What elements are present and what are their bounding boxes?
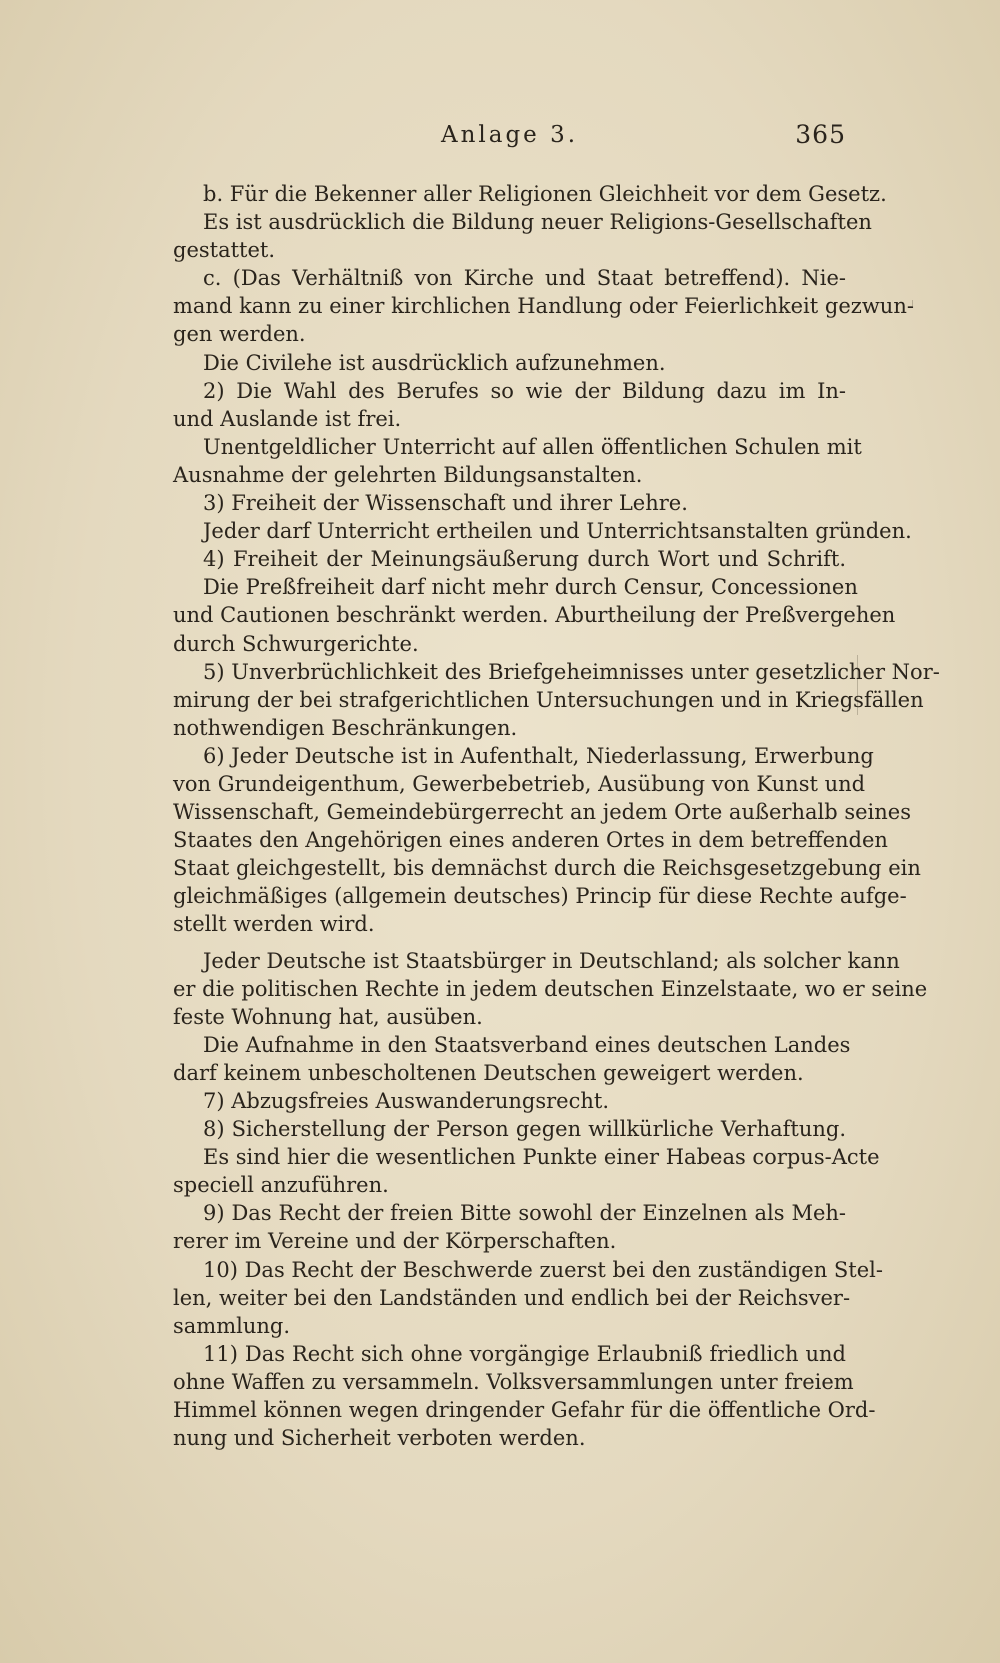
text-line: 10) Das Recht der Beschwerde zuerst bei den zuständigen Stel-	[203, 1257, 883, 1282]
text-line: Wissenschaft, Gemeindebürgerrecht an jedem Orte außerhalb seines	[173, 800, 912, 825]
text-line: 3) Freiheit der Wissenschaft und ihrer Lehre.	[203, 491, 688, 516]
page-scuff-mark	[857, 655, 858, 715]
text-line: c. (Das Verhältniß von Kirche und Staat betreffend). Nie-	[203, 266, 846, 291]
text-line: und Cautionen beschränkt werden. Aburtheilung der Preßvergehen	[173, 603, 896, 628]
text-line: Die Civilehe ist ausdrücklich aufzunehmen.	[203, 350, 666, 375]
text-line: 7) Abzugsfreies Auswanderungsrecht.	[203, 1089, 610, 1113]
text-line: 9) Das Recht der freien Bitte sowohl der Einzelnen als Meh-	[203, 1201, 846, 1226]
text-line: er die politischen Rechte in jedem deutschen Einzelstaate, wo er seine	[173, 976, 928, 1001]
text-line: b. Für die Bekenner aller Religionen Gleichheit vor dem Gesetz.	[203, 182, 887, 206]
text-line: Staates den Angehörigen eines anderen Ortes in dem betreffenden	[173, 828, 888, 853]
text-line: Unentgeldlicher Unterricht auf allen öffentlichen Schulen mit	[203, 434, 862, 459]
text-line: Himmel können wegen dringender Gefahr für die öffentliche Ord-	[173, 1398, 876, 1423]
body-text	[173, 180, 940, 1452]
text-line: gleichmäßiges (allgemein deutsches) Princip für diese Rechte aufge-	[173, 884, 907, 909]
text-line: Es sind hier die wesentlichen Punkte einer Habeas corpus-Acte	[203, 1145, 880, 1170]
text-line: Jeder Deutsche ist Staatsbürger in Deutschland; als solcher kann	[203, 948, 900, 973]
text-line: len, weiter bei den Landständen und endlich bei der Reichsver-	[173, 1285, 851, 1310]
text-line: 6) Jeder Deutsche ist in Aufenthalt, Niederlassung, Erwerbung	[203, 743, 874, 768]
text-line: Staat gleichgestellt, bis demnächst durch die Reichsgesetzgebung ein	[173, 856, 921, 881]
text-line: 11) Das Recht sich ohne vorgängige Erlaubniß friedlich und	[203, 1341, 846, 1366]
text-line: 5) Unverbrüchlichkeit des Briefgeheimnisses unter gesetzlicher Nor-	[203, 659, 940, 684]
text-line: darf keinem unbescholtenen Deutschen geweigert werden.	[173, 1060, 804, 1085]
text-line: rerer im Vereine und der Körperschaften.	[173, 1229, 617, 1254]
text-line: 2) Die Wahl des Berufes so wie der Bildung dazu im In-	[203, 378, 846, 403]
text-line: mand kann zu einer kirchlichen Handlung oder Feierlichkeit gezwun-	[173, 294, 914, 319]
text-line: gestattet.	[173, 238, 276, 263]
text-line: Die Preßfreiheit darf nicht mehr durch Censur, Concessionen	[203, 575, 858, 600]
text-line: Jeder darf Unterricht ertheilen und Unterrichtsanstalten gründen.	[203, 519, 912, 544]
text-line: sammlung.	[173, 1313, 291, 1338]
text-line: und Auslande ist frei.	[173, 406, 402, 431]
page-number: 365	[795, 120, 846, 149]
text-line: speciell anzuführen.	[173, 1173, 389, 1198]
text-line: feste Wohnung hat, ausüben.	[173, 1004, 483, 1029]
text-line: nung und Sicherheit verboten werden.	[173, 1426, 586, 1451]
page-scuff-mark	[912, 300, 913, 306]
text-line: Ausnahme der gelehrten Bildungsanstalten.	[173, 462, 643, 487]
text-line: Es ist ausdrücklich die Bildung neuer Religions-Gesellschaften	[203, 210, 872, 235]
header-title: Anlage 3.	[440, 122, 579, 148]
text-line: ohne Waffen zu versammeln. Volksversammlungen unter freiem	[173, 1369, 854, 1394]
text-line: stellt werden wird.	[173, 912, 375, 937]
text-line: gen werden.	[173, 322, 306, 347]
running-header	[173, 120, 846, 152]
text-line: 4) Freiheit der Meinungsäußerung durch Wort und Schrift.	[203, 547, 846, 572]
text-line: von Grundeigenthum, Gewerbebetrieb, Ausübung von Kunst und	[173, 771, 866, 796]
text-line: mirung der bei strafgerichtlichen Untersuchungen und in Kriegsfällen	[173, 687, 924, 712]
text-line: 8) Sicherstellung der Person gegen willkürliche Verhaftung.	[203, 1117, 846, 1142]
text-line: nothwendigen Beschränkungen.	[173, 715, 518, 740]
text-line: durch Schwurgerichte.	[173, 631, 419, 656]
text-line: Die Aufnahme in den Staatsverband eines deutschen Landes	[203, 1032, 851, 1057]
paragraph-gap	[173, 939, 846, 947]
